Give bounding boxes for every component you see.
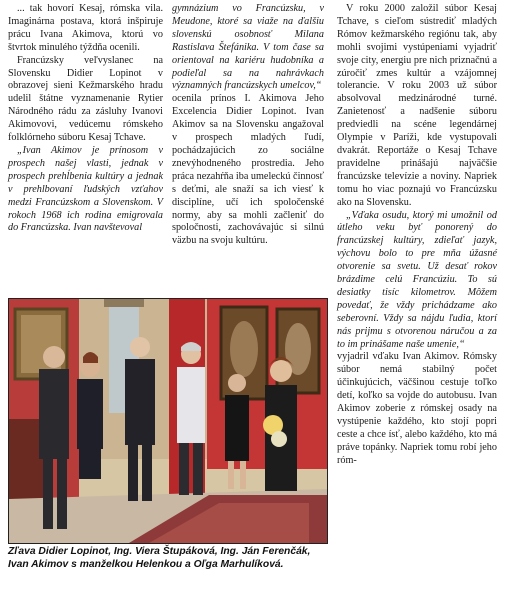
article-paragraph: V roku 2000 založil súbor Kesaj Tchave, s cieľom sústrediť mladých Rómov kežmarského regiónu tak, aby mohli svojimi vystúpeniami vyjadriť svoje city, energiu pre nich priznačnú a zúročiť zmes kultúr a vzájomnej tolerancie. V roku 2003 už súbor absolvoval medzinárodné turné. Zanietenosť a nadšenie súboru predviedli na scéne legendárnej Olympie v Paríži, kde vystupovali dvakrát. Reportáže o Kesaj Tchave pravidelne prinášajú najväčšie francúzske televízie a noviny. Napriek tomu ho viac poznajú vo Francúzsku ako na Slovensku. (337, 3, 497, 208)
article-paragraph: Francúzsky veľvyslanec na Slovensku Didier Lopinot v obrazovej sieni Kežmarského hradu udelil štátne vyznamenanie Rytier Národného rádu za zásluhy Ivanovi Akimovovi, vedúcemu rómskeho folklórneho súboru Kesaj Tchave. (8, 54, 163, 144)
article-paragraph: vyjadril vďaku Ivan Akimov. Rómsky súbor nemá stabilný počet účinkujúcich, väčšinou cestuje toľko detí, koľko sa vojde do autobusu. Ivan Akimov zoberie z rómskej osady na vystúpenie každého, kto stojí popri ceste a chce ísť, alebo každého, kto má práve topánky. Napriek tomu robí jeho róm- (337, 351, 497, 466)
photo-illustration (9, 299, 327, 543)
article-paragraph: ... tak hovorí Kesaj, rómska vila. Imaginárna postava, ktorá inšpiruje prácu Ivana Akimova, ktorú vo štvrtok minulého týždňa ocenili. (8, 3, 163, 53)
article-column-3 (337, 3, 497, 468)
award-ceremony-photo (8, 298, 328, 544)
quote-paragraph: „Ivan Akimov je prínosom v prospech našej vlasti, jednak v prospech prehĺbenia kultúry a jednak v prehlbovaní ľudských vzťahov medzi Francúzskom a Slovenskom. V rokoch 1968 ich rodina emigrovala do Francúzska. Ivan navštevoval (8, 144, 163, 234)
article-column-1 (8, 3, 163, 235)
article-paragraph: ocenila prínos I. Akimova Jeho Excelencia Didier Lopinot. Ivan Akimov sa na Slovensku angažoval v prospech mladých ľudí, pochádzajúcich zo sociálne znevýhodneného prostredia. Jeho práca nezahŕňa iba umeleckú činnosť s deťmi, ale snaží sa ich viesť k disciplíne, učí ich spoločenské normy, aby sa mohli začleniť do spoločnosti, zachovávajúc si silnú väzbu na svoju kultúru. (172, 93, 324, 247)
photo-caption: Zľava Didier Lopinot, Ing. Viera Štupáková, Ing. Ján Ferenčák, Ivan Akimov s manželkou Helenkou a Oľga Marhulíková. (8, 546, 311, 570)
quote-paragraph: gymnázium vo Francúzsku, v Meudone, ktoré sa viaže na ďalšiu slovenskú osobnosť Milana Rastislava Štefánika. V tom čase sa orientoval na kariéru hudobníka a podieľal sa na nahrávkach významných francúzskych umelcov,“ (172, 3, 324, 92)
article-column-2 (172, 3, 324, 248)
quote-paragraph: „Vďaka osudu, ktorý mi umožnil od útleho veku byť ponorený do francúzskej kultúry, zdieľať jazyk, výchovu bolo to pre mňa úžasné otvorenie sa svetu. Už desať rokov brázdime celú Francúziu. To sú desiatky tisíc kilometrov. Môžem povedať, že vždy prichádzame ako seberovní. Vždy sa nájdu ľudia, ktorí nás prijmu s otvorenou náručou a za to im prinášame naše umenie,“ (337, 209, 497, 350)
